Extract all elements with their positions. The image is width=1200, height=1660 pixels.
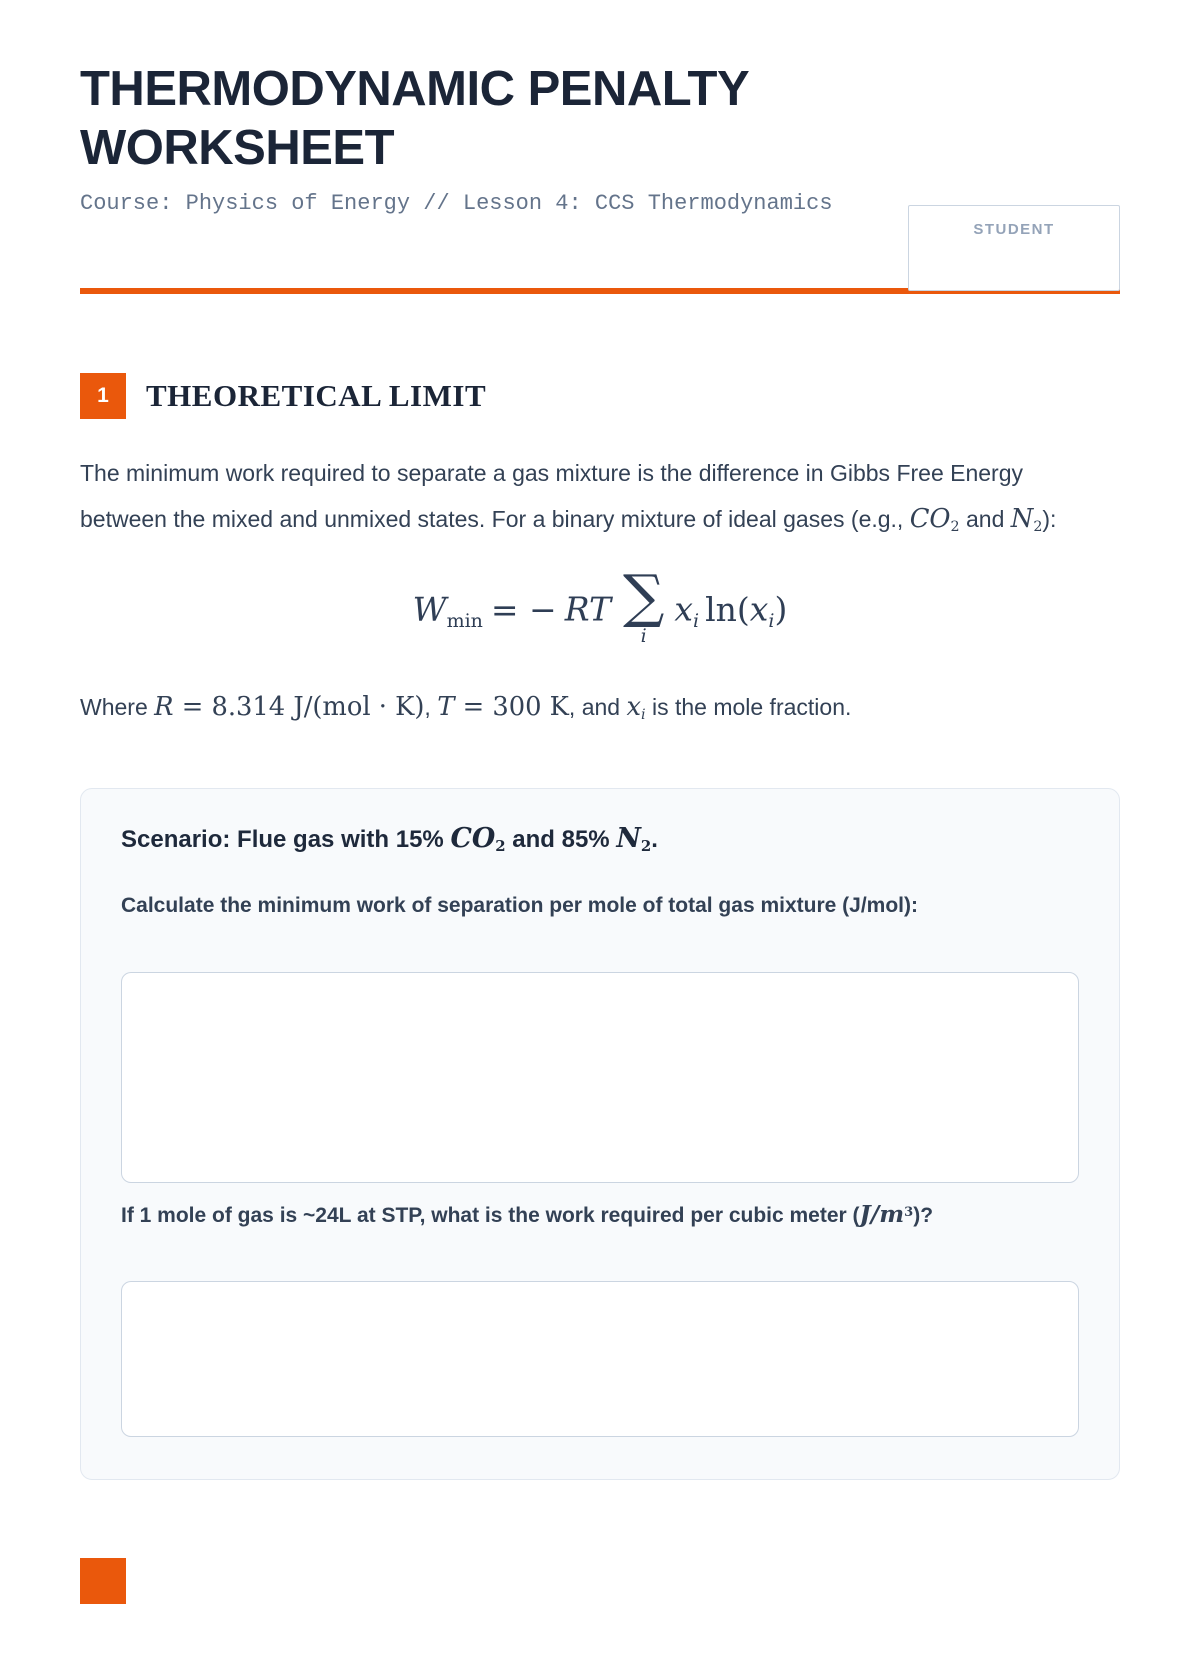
student-label: STUDENT [973,221,1055,238]
n2-subscript: 2 [1033,519,1043,536]
scenario-n2-symbol: N [616,823,641,855]
worksheet-page [0,60,1200,1604]
question-2-text-2: )? [913,1203,934,1227]
formula-ln-open: ln( [705,589,750,629]
intro-paragraph [80,452,1090,543]
course-subtitle: Course: Physics of Energy // Lesson 4: CCS Thermodynamics [80,190,833,216]
t-variable: T [437,692,455,723]
formula-equals-minus: = − [490,589,557,629]
question-2-label [121,1197,1079,1231]
answer-1-textarea[interactable] [121,972,1079,1183]
r-variable: R [154,692,174,723]
scenario-card [80,788,1120,1480]
formula-close-paren: ) [774,589,788,629]
r-value: = 8.314 J/(mol · K) [173,692,425,723]
intro-text-1: The minimum work required to separate a gas mixture is the difference in Gibbs Free Energy between the mixed and unmixed states. For a binary mixture of ideal gases (e.g., [80,460,1023,533]
summation-symbol [622,562,665,648]
sigma-index: i [640,625,647,648]
header [80,60,1120,294]
formula-lhs-subscript: min [446,610,483,633]
min-work-formula [80,562,1120,650]
intro-text-3: ): [1042,506,1057,533]
section-1-heading: THEORETICAL LIMIT [146,378,487,414]
where-text-4: is the mole fraction. [645,694,852,721]
page-title-line1: THERMODYNAMIC PENALTY [80,62,750,116]
scenario-text-3: . [651,826,658,854]
scenario-co2-symbol: CO [450,823,496,855]
where-text-1: Where [80,694,155,721]
where-text-2: , [424,694,438,721]
formula-rt: RT [564,589,611,629]
x-variable-subscript: i [641,707,646,724]
formula-term2: x [749,589,769,629]
formula-term1-subscript: i [693,610,700,633]
intro-text-2: and [959,506,1011,533]
co2-symbol: CO [909,504,951,535]
scenario-text-1: Scenario: Flue gas with 15% [121,826,451,854]
section-1-number-badge: 1 [80,373,126,419]
formula-lhs: W [412,589,447,629]
t-value: = 300 K [454,692,569,723]
formula-term2-subscript: i [768,610,775,633]
student-name-box [908,205,1120,291]
question-2-math-superscript: 3 [904,1204,914,1220]
scenario-co2-subscript: 2 [495,837,506,856]
page-title-line2: WORKSHEET [80,120,394,175]
answer-2-textarea[interactable] [121,1281,1079,1437]
question-1-label: Calculate the minimum work of separation per mole of total gas mixture (J/mol): [121,894,918,918]
question-2-text-1: If 1 mole of gas is ~24L at STP, what is the work required per cubic meter ( [121,1203,860,1227]
where-note [80,684,1120,732]
scenario-title [121,823,1079,856]
sigma-glyph: ∑ [622,562,665,631]
n2-symbol: N [1010,504,1034,535]
scenario-n2-subscript: 2 [640,837,652,856]
page-title [80,60,880,178]
section-1-header [80,373,1120,419]
co2-subscript: 2 [950,519,960,536]
where-text-3: , and [568,694,627,721]
scenario-text-2: and 85% [505,826,617,854]
next-section-number-badge [80,1558,126,1604]
formula-term1: x [674,589,694,629]
x-variable: x [626,692,641,723]
question-2-math: J/m [859,1199,905,1228]
